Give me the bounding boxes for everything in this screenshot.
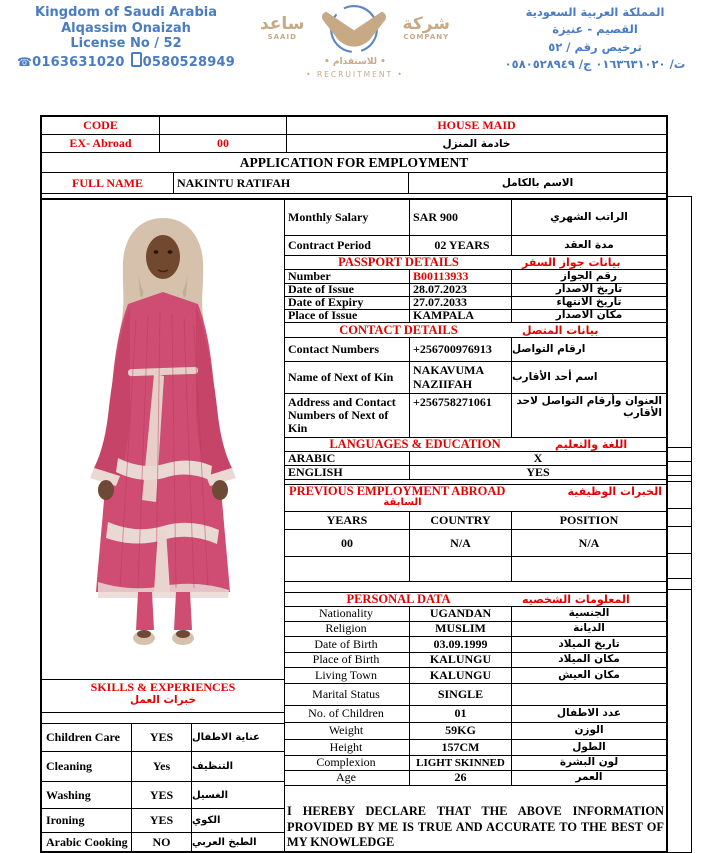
position-value: N/A: [578, 535, 600, 550]
field-label: Date of Birth: [285, 637, 410, 652]
contact-details-heading: [285, 323, 666, 338]
section-heading-ar: بيانات المتصل: [522, 323, 599, 337]
housemaid-label-ar: خادمة المنزل: [442, 137, 511, 150]
field-label-ar: عدد الاطفال: [556, 707, 622, 720]
declaration-text: I HEREBY DECLARE THAT THE ABOVE INFORMATION PROVIDED BY ME IS TRUE AND ACCURATE TO THE BEST OF MY KNOWLEDGE: [287, 804, 664, 849]
housemaid-label: HOUSE MAID: [437, 118, 516, 132]
phone-number-1: 0163631020: [32, 54, 125, 70]
section-heading-en: PERSONAL DATA: [346, 592, 451, 606]
field-label: Address and Contact Numbers of Next of Kin: [285, 394, 410, 437]
field-label: Name of Next of Kin: [285, 362, 410, 393]
license-line: License No / 52: [70, 36, 182, 52]
field-value: 59KG: [410, 723, 512, 739]
field-label-ar: رقم الجواز: [560, 269, 618, 282]
field-value: 157CM: [410, 740, 512, 755]
field-value: SINGLE: [410, 684, 512, 705]
date-of-birth-row: [285, 637, 666, 653]
language-value: YES: [526, 465, 550, 479]
field-value: LIGHT SKINNED: [410, 756, 512, 770]
phones-line-ar: ت/ ٠١٦٣٦٣١٠٢٠ ج/ ٠٥٨٠٥٢٨٩٤٩: [504, 56, 686, 71]
field-label: Nationality: [285, 607, 410, 621]
empty-cell: [410, 557, 512, 581]
next-of-kin-address-row: [285, 394, 666, 438]
skill-label: Arabic Cooking: [42, 833, 132, 851]
field-label-ar: الوزن: [574, 724, 604, 737]
field-label-ar: العنوان وأرقام التواصل لاحد الأقارب: [516, 395, 662, 419]
company-address-en: [4, 5, 248, 70]
field-label: Age: [285, 771, 410, 785]
section-heading-ar: بيانات جواز السفر: [522, 256, 621, 269]
country-value: N/A: [410, 530, 512, 556]
company-address-ar: [486, 4, 704, 73]
code-label: CODE: [42, 117, 160, 134]
heading-text: PREVIOUS EMPLOYMENT ABROAD: [289, 484, 506, 498]
field-label-ar: مكان العيش: [558, 668, 620, 681]
heading-subtext-ar: السابقة: [383, 497, 422, 509]
field-label-ar: الراتب الشهري: [550, 210, 628, 223]
field-value: 03.09.1999: [410, 637, 512, 652]
field-label-ar: مكان الاصدار: [555, 309, 623, 322]
phone-number-2: 0580528949: [142, 54, 236, 70]
next-of-kin-name-row: [285, 362, 666, 394]
skill-row-ironing: [42, 809, 284, 833]
field-label-ar: تاريخ الاصدار: [555, 283, 623, 296]
field-value: KALUNGU: [410, 653, 512, 667]
field-label: Weight: [285, 723, 410, 739]
field-label: Place of Birth: [285, 653, 410, 667]
field-label-ar: [512, 684, 666, 705]
previous-employment-heading: [285, 485, 666, 512]
employment-data-row: [285, 530, 666, 557]
skill-value: NO: [132, 833, 192, 851]
complexion-row: [285, 756, 666, 771]
field-value: UGANDAN: [410, 607, 512, 621]
license-line-ar: ترخيص رقم / ٥٢: [548, 39, 642, 54]
code-empty-cell: [160, 117, 287, 134]
city-line-ar: القصيم - عنيزة: [552, 22, 638, 37]
applicant-photo: [42, 198, 284, 680]
logo-name-block: [260, 16, 305, 41]
employment-empty-row: [285, 557, 666, 582]
skill-row-children-care: [42, 724, 284, 752]
field-label: Complexion: [285, 756, 410, 770]
skills-spacer-row: [42, 713, 284, 724]
skills-heading-en: SKILLS & EXPERIENCES: [90, 680, 236, 694]
field-label-ar: مكان الميلاد: [558, 653, 620, 666]
city-line: Alqassim Onaizah: [61, 20, 191, 36]
height-row: [285, 740, 666, 756]
field-value: KAMPALA: [410, 310, 512, 322]
field-label: Monthly Salary: [285, 200, 410, 235]
field-label: Number: [285, 270, 410, 283]
section-heading-ar: الخبرات الوظيفية: [567, 485, 662, 498]
skill-label-ar: الطبخ العربي: [192, 836, 257, 848]
column-header-country: COUNTRY: [410, 512, 512, 529]
field-value: 02 YEARS: [410, 236, 512, 255]
nationality-row: [285, 607, 666, 622]
phone-icon: ☎: [16, 54, 33, 69]
application-table: [40, 115, 668, 853]
field-value: 01: [410, 706, 512, 722]
field-value: 27.07.2033: [410, 297, 512, 309]
logo-tagline-arabic: • للاستقدام •: [324, 57, 386, 67]
field-label: Living Town: [285, 668, 410, 683]
applicant-figure-illustration: [58, 200, 268, 670]
field-value: SAR 900: [410, 200, 512, 235]
kingdom-line: Kingdom of Saudi Arabia: [35, 5, 217, 20]
kingdom-line-ar: المملكة العربية السعودية: [525, 5, 665, 19]
skill-row-cleaning: [42, 752, 284, 782]
section-heading-en: CONTACT DETAILS: [339, 322, 458, 337]
skill-label: Washing: [42, 782, 132, 808]
field-label: Height: [285, 740, 410, 755]
field-value: +256758271061: [410, 394, 512, 437]
column-header-years: YEARS: [285, 512, 410, 529]
logo-company-latin: COMPANY: [403, 33, 450, 41]
field-value: 26: [410, 771, 512, 785]
passport-details-heading: [285, 256, 666, 270]
language-label: ARABIC: [285, 452, 410, 465]
language-english-row: [285, 466, 666, 480]
application-title: APPLICATION FOR EMPLOYMENT: [239, 154, 469, 170]
details-column: [285, 198, 666, 851]
section-heading-ar: المعلومات الشخصيه: [522, 593, 630, 606]
section-heading-en: [285, 485, 516, 511]
skill-label-ar: عناية الاطفال: [192, 732, 260, 743]
field-label: Religion: [285, 622, 410, 636]
place-of-issue-row: [285, 310, 666, 323]
skill-label-ar: الكوي: [192, 815, 221, 826]
language-value: X: [533, 451, 543, 465]
place-of-birth-row: [285, 653, 666, 668]
marital-status-row: [285, 684, 666, 706]
logo-name-latin: SAAID: [267, 33, 297, 41]
field-value: 28.07.2023: [410, 284, 512, 296]
field-label: Date of Expiry: [285, 297, 410, 309]
skill-row-arabic-cooking: [42, 833, 284, 851]
field-label-ar: اسم أحد الأقارب: [512, 370, 598, 383]
field-label-ar: الطول: [572, 740, 606, 753]
left-column: [42, 198, 285, 851]
field-value: MUSLIM: [410, 622, 512, 636]
employment-columns-row: [285, 512, 666, 530]
code-header-row: [42, 117, 666, 135]
ex-abroad-row: [42, 135, 666, 153]
contact-numbers-row: [285, 338, 666, 362]
field-value: KALUNGU: [410, 668, 512, 683]
code-value: 00: [160, 135, 287, 152]
field-label: Place of Issue: [285, 310, 410, 322]
passport-number-value: B00113933: [410, 270, 512, 283]
age-row: [285, 771, 666, 786]
skill-label: Children Care: [42, 724, 132, 751]
contract-period-row: [285, 236, 666, 256]
religion-row: [285, 622, 666, 637]
language-label: ENGLISH: [285, 466, 410, 479]
column-header-position: POSITION: [559, 513, 619, 527]
empty-cell: [285, 557, 410, 581]
language-arabic-row: [285, 452, 666, 466]
field-value: +256700976913: [410, 338, 512, 361]
skill-label-ar: التنظيف: [192, 761, 234, 772]
languages-education-heading: [285, 438, 666, 452]
phone-numbers: [4, 52, 248, 71]
living-town-row: [285, 668, 666, 684]
ex-abroad-label: EX- Abroad: [42, 135, 160, 152]
field-label-ar: ارقام التواصل: [512, 342, 586, 355]
full-name-label-ar: الاسم بالكامل: [501, 177, 574, 189]
skill-value: YES: [132, 724, 192, 751]
logo-tagline-latin: • RECRUITMENT •: [306, 70, 404, 79]
company-logo: [252, 0, 458, 96]
empty-cell: [512, 557, 666, 581]
logo-company-block: [403, 16, 451, 41]
children-count-row: [285, 706, 666, 723]
field-label: No. of Children: [285, 706, 410, 722]
skill-value: YES: [132, 809, 192, 832]
field-label-ar: الديانة: [573, 622, 605, 635]
field-label-ar: العمر: [575, 771, 603, 784]
skill-value: YES: [132, 782, 192, 808]
field-label-ar: لون البشرة: [559, 756, 619, 769]
full-name-label: FULL NAME: [42, 173, 174, 193]
skill-label: Cleaning: [42, 752, 132, 781]
section-heading-en: PASSPORT DETAILS: [338, 255, 459, 269]
field-label: Marital Status: [285, 684, 410, 705]
full-name-value: NAKINTU RATIFAH: [174, 173, 409, 193]
field-label-ar: تاريخ الميلاد: [558, 637, 620, 650]
field-label-ar: الجنسية: [568, 607, 610, 620]
field-label: Contract Period: [285, 236, 410, 255]
skill-label-ar: الغسيل: [192, 789, 229, 801]
skill-value: Yes: [132, 752, 192, 781]
section-heading-ar: اللغة والتعليم: [555, 438, 628, 451]
weight-row: [285, 723, 666, 740]
field-value: NAKAVUMA NAZIIFAH: [410, 362, 512, 393]
right-gutter-column: [666, 196, 692, 853]
field-label-ar: مدة العقد: [564, 238, 614, 251]
field-label-ar: تاريخ الانتهاء: [556, 296, 622, 309]
field-label: Contact Numbers: [285, 338, 410, 361]
hands-circle-logo-icon: [311, 0, 397, 58]
skill-label: Ironing: [42, 809, 132, 832]
full-name-row: [42, 173, 666, 194]
section-heading-en: LANGUAGES & EDUCATION: [329, 437, 501, 451]
skill-row-washing: [42, 782, 284, 809]
mobile-phone-icon: [131, 52, 142, 67]
logo-name-arabic: ساعد: [259, 14, 305, 34]
personal-data-heading: [285, 593, 666, 607]
years-value: 00: [285, 530, 410, 556]
application-title-row: [42, 153, 666, 173]
field-label: Date of Issue: [285, 284, 410, 296]
skills-heading-ar: خبرات العمل: [129, 694, 197, 707]
skills-section-heading: [42, 680, 284, 713]
monthly-salary-row: [285, 200, 666, 236]
logo-company-arabic: شركة: [402, 14, 451, 34]
